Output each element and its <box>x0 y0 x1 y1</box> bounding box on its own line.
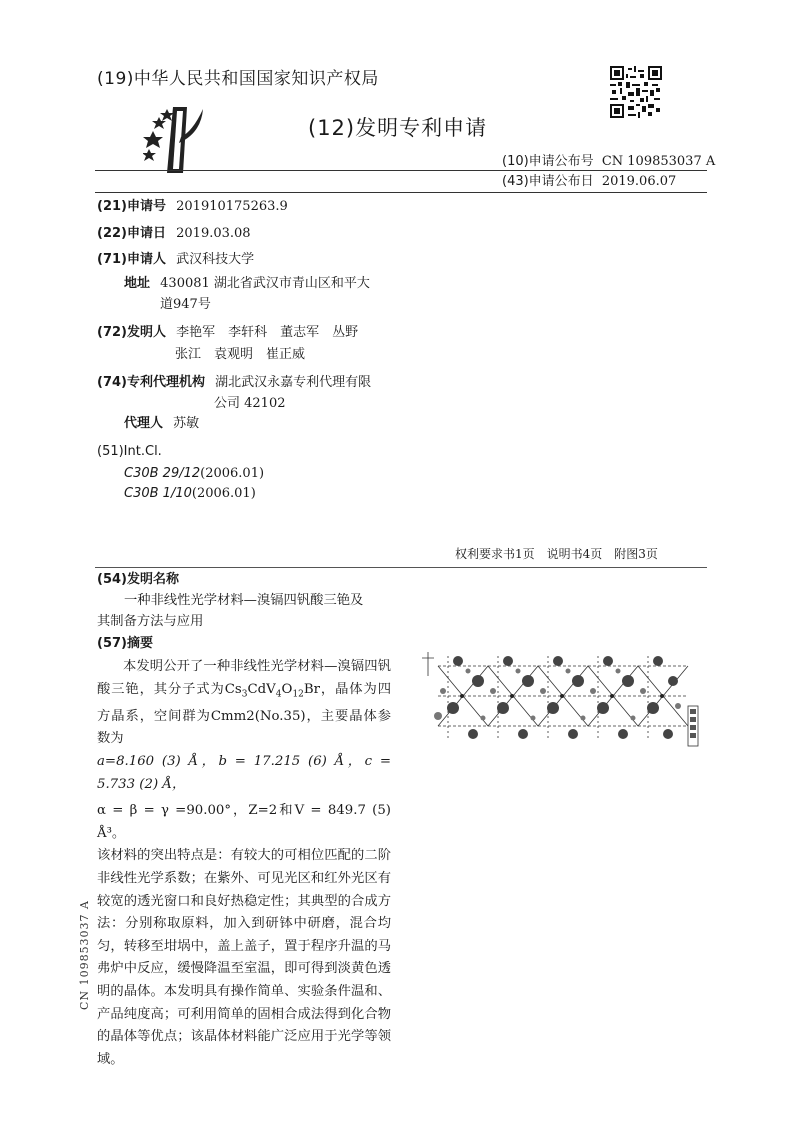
publication-date-row <box>502 172 676 192</box>
agency-line-1: 湖北武汉永嘉专利代理有限 <box>215 375 372 390</box>
abstract-text-d: Br，晶体为四方晶系，空间群为Cmm2(No.35)，主要晶体参数为 <box>97 681 391 747</box>
title-label-text: (54)发明名称 <box>97 572 179 587</box>
crystal-params-line-1: a=8.160 (3) Å，b = 17.215 (6) Å，c = 5.733 (2) Å， <box>97 754 391 792</box>
qr-code <box>610 66 662 118</box>
address-line-1: 430081 湖北省武汉市青山区和平大 <box>160 276 370 291</box>
int-cl-label: (51)Int.Cl. <box>97 444 162 459</box>
agent-label: 代理人 <box>124 416 164 431</box>
abstract-paragraph-2: 该材料的突出特点是：有较大的可相位匹配的二阶非线性光学系数；在紫外、可见光区和红外光区有较宽的透光窗口和良好热稳定性；其典型的合成方法：分别称取原料，加入到研钵中研磨，混合均匀，转移至坩埚中，盖上盖子，置于程序升温的马弗炉中反应，缓慢降温至室温，即可得到淡黄色透明的晶体。本发明具有操作简单、实验条件温和、产品纯度高；可利用简单的固相合成法得到化合物的晶体等优点；该晶体材料能广泛应用于光学等领域。 <box>97 848 391 1067</box>
applicant-label: (71)申请人 <box>97 252 166 267</box>
patent-logo-icon <box>143 103 205 175</box>
ipc-code-2: C30B 1/10 <box>124 486 192 501</box>
address-line-2: 道947号 <box>160 297 211 312</box>
invention-title-line-1: 一种非线性光学材料—溴镉四钒酸三铯及 <box>124 593 364 608</box>
pages-rule <box>95 567 707 568</box>
abstract-text-b: CdV <box>247 681 276 697</box>
ipc-code-1: C30B 29/12 <box>124 466 201 481</box>
header-rule-bottom <box>95 192 707 193</box>
inventors-line-1: 李艳军 李轩科 董志军 丛野 <box>176 325 359 340</box>
agency-label: (74)专利代理机构 <box>97 375 205 390</box>
publication-number-row <box>502 152 715 172</box>
office-name: (19)中华人民共和国国家知识产权局 <box>97 69 379 89</box>
document-type: (12)发明专利申请 <box>308 116 488 140</box>
agent: 苏敏 <box>173 416 200 431</box>
ipc-row-1 <box>124 464 264 484</box>
pages-info: 权利要求书1页 说明书4页 附图3页 <box>455 547 658 561</box>
address-label: 地址 <box>124 276 151 291</box>
invention-title-label <box>97 570 179 590</box>
abstract-label-text: (57)摘要 <box>97 636 153 651</box>
inventors-label: (72)发明人 <box>97 325 166 340</box>
abstract-paragraph-1 <box>97 656 391 751</box>
address-row <box>124 274 370 294</box>
application-date-row <box>97 224 251 244</box>
agent-row <box>124 414 199 434</box>
abstract-text-a: 本发明公开了一种非线性光学材料—溴镉四钒酸三铯，其分子式为Cs <box>97 659 391 697</box>
application-number-row <box>97 197 288 217</box>
inventors-row <box>97 323 358 343</box>
publication-date: 2019.06.07 <box>601 174 677 189</box>
ipc-version-1: (2006.01) <box>200 466 265 481</box>
application-number-label: (21)申请号 <box>97 199 166 214</box>
publication-number: CN 109853037 A <box>601 154 716 169</box>
crystal-structure-figure <box>418 646 703 750</box>
abstract-text-c: O <box>281 681 293 697</box>
publication-number-label: (10)申请公布号 <box>502 154 594 169</box>
publication-date-label: (43)申请公布日 <box>502 174 594 189</box>
subscript-cs: 3 <box>241 689 248 700</box>
application-date: 2019.03.08 <box>176 226 251 241</box>
invention-title-line-2: 其制备方法与应用 <box>97 614 204 629</box>
abstract-body <box>97 656 391 1071</box>
abstract-label <box>97 634 153 654</box>
agency-line-2: 公司 42102 <box>214 396 286 411</box>
side-publication-number: CN 109853037 A <box>78 900 91 1010</box>
subscript-v: 4 <box>275 689 282 700</box>
applicant: 武汉科技大学 <box>176 252 255 267</box>
agency-row <box>97 373 371 393</box>
applicant-row <box>97 250 254 270</box>
ipc-row-2 <box>124 484 256 504</box>
subscript-o: 12 <box>292 689 304 700</box>
ipc-version-2: (2006.01) <box>191 486 256 501</box>
inventors-line-2: 张江 袁观明 崔正威 <box>175 347 306 362</box>
header-rule-top <box>95 170 707 171</box>
crystal-params-line-2: α = β = γ =90.00°，Z=2和V = 849.7 (5) Å³。 <box>97 803 391 841</box>
application-number: 201910175263.9 <box>176 199 288 214</box>
application-date-label: (22)申请日 <box>97 226 166 241</box>
